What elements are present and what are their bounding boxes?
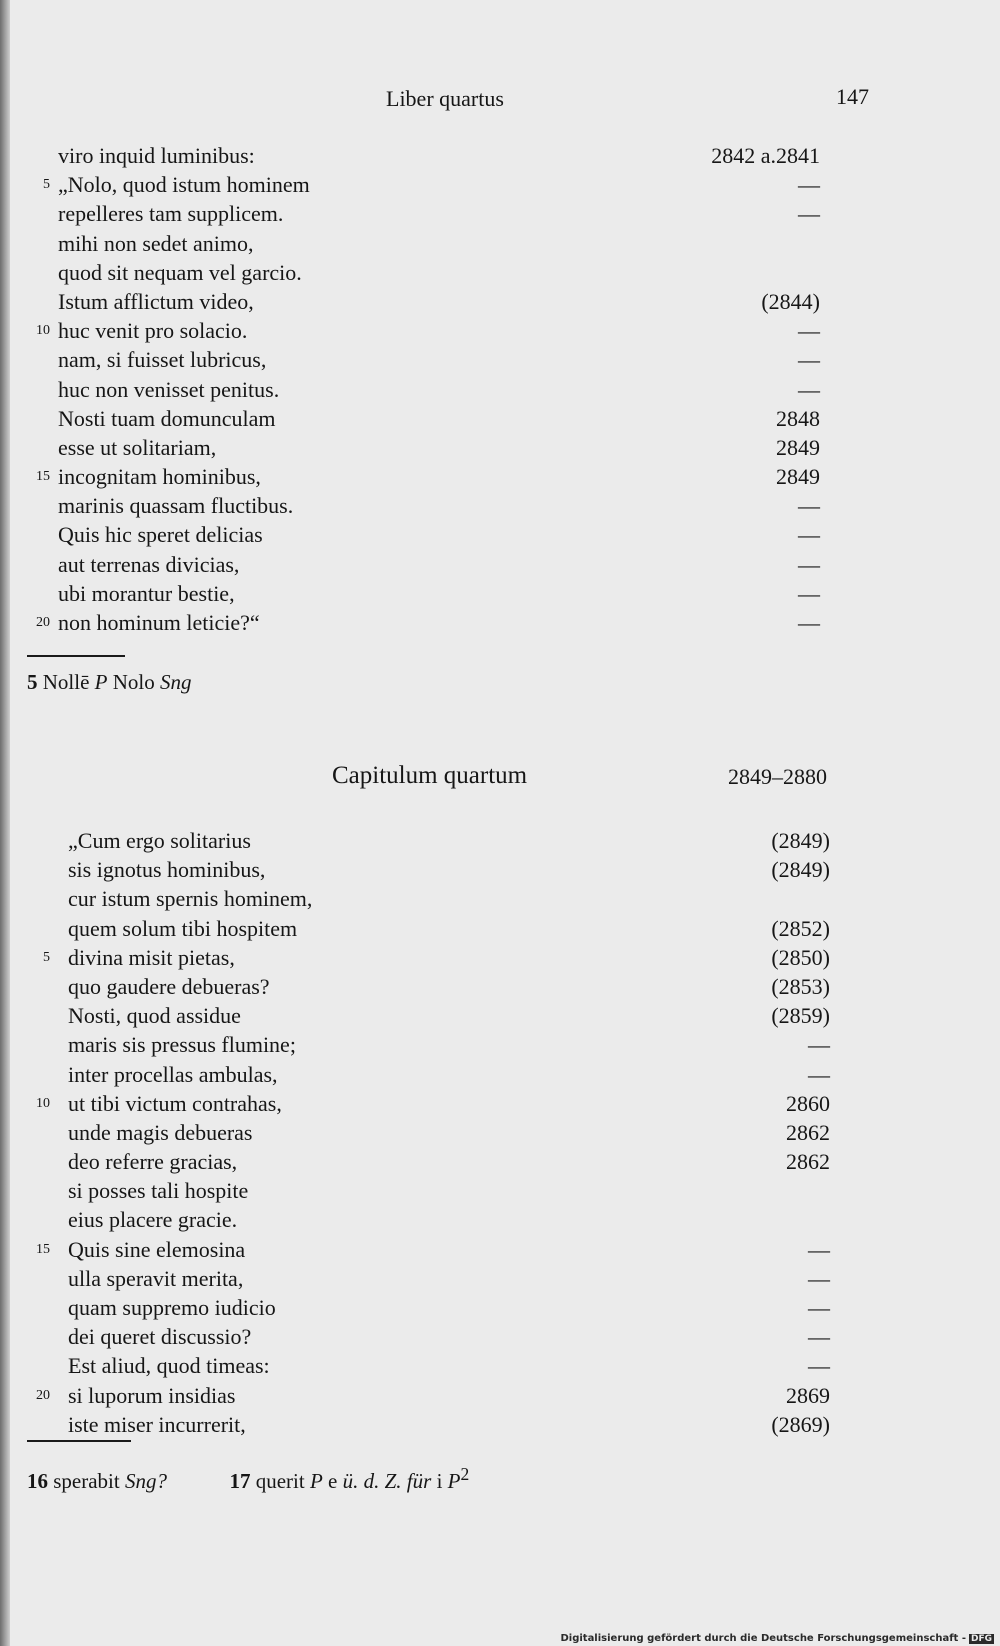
line-text: mihi non sedet animo, — [58, 230, 254, 256]
line-number: 15 — [36, 1241, 50, 1257]
verse-line — [10, 170, 1000, 199]
page-gutter-shadow — [0, 0, 10, 1646]
line-reference: — — [808, 1265, 830, 1291]
footnote-reading: querit — [255, 1469, 305, 1493]
line-reference: 2849 — [776, 464, 820, 490]
line-text: Quis hic speret delicias — [58, 522, 263, 548]
line-text: aut terrenas divicias, — [58, 551, 240, 577]
line-text: sis ignotus hominibus, — [68, 857, 266, 883]
verse-line — [10, 491, 1000, 520]
line-text: huc venit pro solacio. — [58, 318, 248, 344]
verse-line — [10, 608, 1000, 637]
line-text: eius placere gracie. — [68, 1207, 238, 1233]
credit-text: Digitalisierung gefördert durch die Deutsche Forschungsgemeinschaft - — [560, 1633, 966, 1644]
footnote-siglum: Sng? — [124, 1469, 167, 1493]
line-text: non hominum leticie?“ — [58, 610, 260, 635]
line-text: cur istum spernis hominem, — [68, 886, 313, 912]
line-reference: — — [798, 347, 820, 373]
chapter-line-range: 2849–2880 — [728, 764, 827, 789]
line-reference: — — [798, 493, 820, 519]
line-text: quod sit nequam vel garcio. — [58, 259, 302, 285]
line-text: quo gaudere debueras? — [68, 973, 270, 999]
verse-line — [10, 404, 1000, 433]
digitization-credit — [560, 1633, 994, 1644]
footnote-siglum: Sng — [159, 670, 192, 694]
line-reference: — — [798, 201, 820, 227]
footnote-reading: Nollē — [42, 670, 90, 694]
line-number: 20 — [36, 615, 50, 630]
line-number: 10 — [36, 323, 50, 339]
verse-line — [10, 229, 1000, 258]
verse-line — [10, 855, 1000, 884]
line-reference: (2869) — [771, 1411, 830, 1437]
verse-line — [10, 199, 1000, 228]
line-reference: (2852) — [771, 915, 830, 941]
footnote-siglum: P — [447, 1469, 461, 1493]
verse-line — [10, 1001, 1000, 1030]
line-reference: 2842 a.2841 — [711, 143, 820, 168]
line-reference: — — [798, 580, 820, 606]
line-number: 15 — [36, 469, 50, 485]
line-text: esse ut solitariam, — [58, 434, 217, 460]
line-text: divina misit pietas, — [68, 944, 235, 970]
line-reference: (2849) — [771, 857, 830, 883]
verse-line — [10, 1264, 1000, 1293]
verse-line — [10, 1060, 1000, 1089]
verse-line — [10, 1381, 1000, 1410]
verse-line — [10, 1089, 1000, 1118]
verse-line — [10, 579, 1000, 608]
line-text: si luporum insidias — [68, 1382, 236, 1408]
line-reference: — — [798, 318, 820, 344]
line-reference: — — [798, 551, 820, 577]
line-reference: (2853) — [771, 973, 830, 999]
line-reference: (2859) — [771, 1003, 830, 1029]
verse-line — [10, 1030, 1000, 1059]
footnote-2 — [27, 1464, 469, 1494]
verse-line — [10, 433, 1000, 462]
chapter-heading: Capitulum quartum — [332, 762, 528, 789]
line-reference: — — [808, 1236, 830, 1262]
line-reference: 2862 — [786, 1149, 830, 1175]
line-reference: 2860 — [786, 1090, 830, 1116]
line-text: deo referre gracias, — [68, 1149, 238, 1175]
verse-line — [10, 884, 1000, 913]
footnote-superscript: 2 — [460, 1464, 470, 1484]
page-number: 147 — [836, 84, 869, 109]
line-reference: — — [808, 1353, 830, 1379]
verse-line — [10, 1410, 1000, 1439]
verse-line — [10, 287, 1000, 316]
verse-line — [10, 345, 1000, 374]
line-number: 10 — [36, 1095, 50, 1111]
line-text: maris sis pressus flumine; — [68, 1032, 296, 1058]
verse-line — [10, 520, 1000, 549]
verse-line — [10, 1235, 1000, 1264]
verse-line — [10, 972, 1000, 1001]
line-text: iste miser incurrerit, — [68, 1411, 246, 1437]
verse-line — [10, 141, 1000, 170]
verse-block-2 — [10, 826, 1000, 1439]
line-reference: — — [808, 1295, 830, 1320]
line-text: quam suppremo iudicio — [68, 1295, 276, 1320]
footnote-rule — [27, 655, 125, 657]
line-reference: 2862 — [786, 1119, 830, 1145]
running-title: Liber quartus — [386, 86, 504, 111]
line-text: „Cum ergo solitarius — [68, 828, 251, 853]
verse-line — [10, 1351, 1000, 1380]
verse-line — [10, 1147, 1000, 1176]
verse-line — [10, 943, 1000, 972]
line-text: nam, si fuisset lubricus, — [58, 347, 267, 373]
line-text: marinis quassam fluctibus. — [58, 493, 294, 519]
footnote-siglum: P — [309, 1469, 323, 1493]
verse-line — [10, 258, 1000, 287]
line-text: Nosti tuam domunculam — [58, 405, 276, 431]
line-reference: (2850) — [771, 944, 830, 970]
line-reference: (2844) — [761, 288, 820, 314]
line-text: ulla speravit merita, — [68, 1265, 244, 1291]
line-reference: — — [808, 1061, 830, 1087]
footnote-number: 16 — [27, 1469, 48, 1493]
footnote-number: 17 — [229, 1469, 251, 1493]
line-text: incognitam hominibus, — [58, 464, 261, 490]
line-text: Quis sine elemosina — [68, 1236, 246, 1262]
line-text: si posses tali hospite — [68, 1178, 249, 1204]
line-number: 5 — [43, 949, 50, 965]
line-text: Istum afflictum video, — [58, 288, 254, 314]
line-reference: — — [808, 1032, 830, 1058]
line-text: quem solum tibi hospitem — [68, 915, 298, 941]
verse-line — [10, 1322, 1000, 1351]
line-text: repelleres tam supplicem. — [58, 201, 284, 227]
line-reference: — — [808, 1324, 830, 1350]
line-reference: — — [798, 172, 820, 198]
dfg-logo: DFG — [970, 1634, 992, 1644]
line-text: inter procellas ambulas, — [68, 1061, 278, 1087]
line-reference: 2849 — [776, 434, 820, 460]
footnote-reading: e — [328, 1469, 338, 1493]
line-reference: 2869 — [786, 1382, 830, 1408]
footnote-1 — [27, 670, 191, 695]
line-reference: — — [798, 610, 820, 635]
book-page — [10, 0, 1000, 1646]
line-reference: — — [798, 376, 820, 402]
footnote-siglum: P — [94, 670, 108, 694]
line-text: ubi morantur bestie, — [58, 580, 235, 606]
footnote-rule — [27, 1440, 131, 1442]
line-text: Nosti, quod assidue — [68, 1003, 241, 1029]
line-text: dei queret discussio? — [68, 1324, 252, 1350]
line-text: Est aliud, quod timeas: — [68, 1353, 270, 1379]
verse-line — [10, 1118, 1000, 1147]
footnote-reading: sperabit — [53, 1469, 120, 1493]
verse-line — [10, 550, 1000, 579]
line-reference: (2849) — [771, 828, 830, 853]
line-text: ut tibi victum contrahas, — [68, 1090, 282, 1116]
line-text: unde magis debueras — [68, 1119, 253, 1145]
line-number: 5 — [43, 177, 50, 193]
line-reference: — — [798, 522, 820, 548]
verse-line — [10, 914, 1000, 943]
verse-line — [10, 1176, 1000, 1205]
verse-line — [10, 826, 1000, 855]
footnote-reading: i — [436, 1469, 443, 1493]
verse-block-1 — [10, 141, 1000, 637]
footnote-reading: Nolo — [112, 670, 155, 694]
footnote-note: ü. d. Z. für — [342, 1469, 432, 1493]
line-text: „Nolo, quod istum hominem — [58, 172, 310, 198]
line-number: 20 — [36, 1387, 50, 1403]
footnote-number: 5 — [27, 670, 38, 694]
verse-line — [10, 316, 1000, 345]
line-reference: 2848 — [776, 405, 820, 431]
verse-line — [10, 1205, 1000, 1234]
verse-line — [10, 375, 1000, 404]
verse-line — [10, 462, 1000, 491]
verse-line — [10, 1293, 1000, 1322]
line-text: huc non venisset penitus. — [58, 376, 280, 402]
line-text: viro inquid luminibus: — [58, 143, 255, 168]
